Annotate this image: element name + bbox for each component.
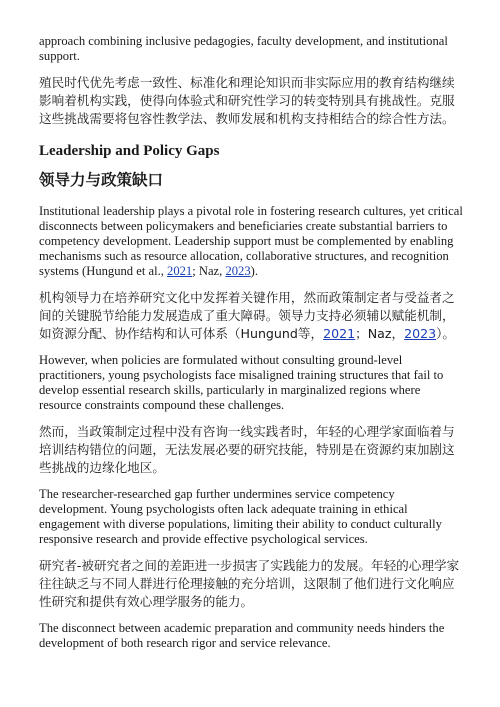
citation-link-2021[interactable]: 2021 [323, 326, 356, 341]
paragraph-policy-en: However, when policies are formulated without consulting ground-level practitioners, young psychologists face misaligned training structures that fail to develop essential research skills, particularly in marginalized regions where resource constraints compound these challenges. [39, 353, 444, 412]
paragraph-text: 机构领导力在培养研究文化中发挥着关键作用，然而政策制定者与受益者之间的关键脱节给能力发展造成了重大障碍。领导力支持必须辅以赋能机制，如资源分配、协作结构和认可体系（Hungund等， [39, 290, 455, 341]
citation-separator: ；Naz， [355, 326, 405, 341]
paragraph-continuation-zh: 殖民时代优先考虑一致性、标准化和理论知识而非实际应用的教育结构继续影响着机构实践，使得向体验式和研究性学习的转变特别具有挑战性。克服这些挑战需要将包容性教学法、教师发展和机构支持相结合的综合性方法。 [39, 75, 455, 126]
paragraph-disconnect-en: The disconnect between academic preparation and community needs hinders the development of both research rigor and service relevance. [39, 621, 445, 650]
paragraph-leadership-zh [39, 289, 463, 343]
section-heading-en: Leadership and Policy Gaps [39, 143, 220, 159]
paragraph-continuation-en: approach combining inclusive pedagogies, faculty development, and institutional support. [39, 34, 448, 63]
citation-close: ). [250, 264, 258, 278]
citation-separator: ; Naz, [192, 264, 226, 278]
citation-link-2023[interactable]: 2023 [404, 326, 437, 341]
citation-close: ）。 [436, 326, 456, 341]
citation-link-2021[interactable]: 2021 [167, 264, 193, 278]
section-heading-zh: 领导力与政策缺口 [39, 171, 164, 189]
paragraph-text: Institutional leadership plays a pivotal role in fostering research cultures, yet critical disconnects between policymakers and beneficiaries create substantial barriers to competency development. Leadership support must be complemented by enabling mechanisms such as resource allocation, collaborative structures, and recognition systems (Hungund et al., [39, 204, 463, 278]
paragraph-policy-zh: 然而，当政策制定过程中没有咨询一线实践者时，年轻的心理学家面临着与培训结构错位的问题，无法发展必要的研究技能，特别是在资源约束加剧这些挑战的边缘化地区。 [39, 424, 455, 475]
citation-link-2023[interactable]: 2023 [225, 264, 251, 278]
paragraph-leadership-en [39, 204, 463, 279]
paragraph-gap-en: The researcher-researched gap further undermines service competency development. Young psychologists often lack adequate training in ethical engagement with diverse populations, limiting their ability to conduct culturally responsive research and provide effective psychological services. [39, 487, 442, 546]
document-page [39, 34, 463, 651]
paragraph-gap-zh: 研究者-被研究者之间的差距进一步损害了实践能力的发展。年轻的心理学家往往缺乏与不同人群进行伦理接触的充分培训，这限制了他们进行文化响应性研究和提供有效心理学服务的能力。 [39, 558, 460, 609]
